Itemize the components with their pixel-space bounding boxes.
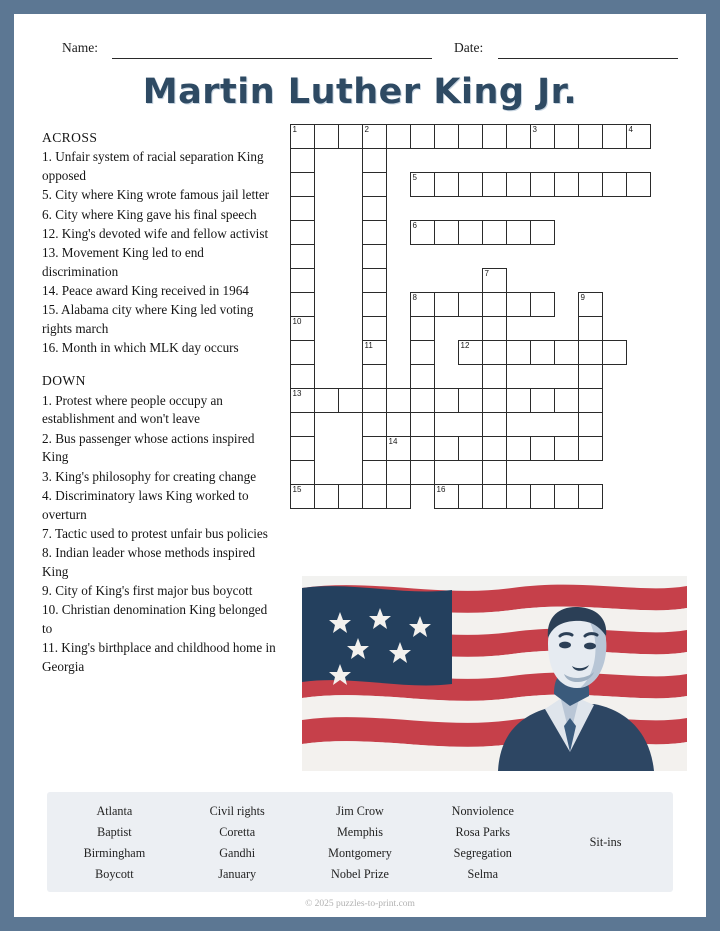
list-item: 4. Discriminatory laws King worked to overturn [42, 487, 249, 522]
name-date-row [48, 40, 678, 64]
crossword-cell[interactable] [362, 148, 387, 173]
crossword-cell[interactable] [482, 412, 507, 437]
crossword-cell[interactable] [386, 436, 411, 461]
crossword-cell[interactable] [362, 460, 387, 485]
word-bank-word: Rosa Parks [455, 825, 511, 839]
crossword-cell[interactable] [530, 484, 555, 509]
cell-number: 11 [364, 341, 373, 350]
word-bank [47, 792, 673, 892]
crossword-cell[interactable] [362, 316, 387, 341]
crossword-cell[interactable] [290, 220, 315, 245]
date-write-line[interactable] [498, 57, 678, 59]
list-item: 11. King's birthplace and childhood home in Georgia [42, 640, 276, 674]
crossword-cell[interactable] [482, 124, 507, 149]
crossword-cell[interactable] [482, 364, 507, 389]
crossword-cell[interactable] [578, 124, 603, 149]
crossword-cell[interactable] [362, 220, 387, 245]
crossword-cell[interactable] [290, 364, 315, 389]
crossword-cell[interactable] [410, 364, 435, 389]
word-bank-column [53, 801, 176, 883]
crossword-cell[interactable] [482, 460, 507, 485]
crossword-cell[interactable] [290, 340, 315, 365]
word-bank-column [299, 801, 422, 883]
crossword-cell[interactable] [434, 388, 459, 413]
crossword-cell[interactable] [578, 436, 603, 461]
cell-number: 9 [580, 293, 585, 302]
crossword-cell[interactable] [506, 124, 531, 149]
list-item: 7. Tactic used to protest unfair bus policies [42, 525, 268, 541]
crossword-cell[interactable] [434, 172, 459, 197]
crossword-cell[interactable] [482, 340, 507, 365]
word-bank-word: Birmingham [83, 846, 146, 860]
crossword-cell[interactable] [362, 412, 387, 437]
list-item: 1. Unfair system of racial separation King opposed [42, 149, 264, 184]
crossword-cell[interactable] [578, 340, 603, 365]
crossword-cell[interactable] [482, 388, 507, 413]
mlk-illustration [302, 576, 687, 771]
word-bank-column [421, 801, 544, 883]
crossword-cell[interactable] [554, 124, 579, 149]
worksheet-sheet [14, 14, 706, 917]
across-heading: ACROSS [42, 130, 98, 145]
crossword-cell[interactable] [554, 436, 579, 461]
crossword-cell[interactable] [506, 436, 531, 461]
crossword-cell[interactable] [434, 124, 459, 149]
cell-number: 8 [412, 293, 417, 302]
crossword-cell[interactable] [386, 124, 411, 149]
list-item: 16. Month in which MLK day occurs [42, 340, 239, 356]
word-bank-word: Sit-ins [589, 834, 622, 849]
crossword-cell[interactable] [482, 268, 507, 293]
crossword-cell[interactable] [314, 388, 339, 413]
word-bank-column [176, 801, 299, 883]
down-clue-list [42, 392, 280, 677]
crossword-cell[interactable] [410, 292, 435, 317]
crossword-cell[interactable] [458, 388, 483, 413]
crossword-cell[interactable] [506, 292, 531, 317]
word-bank-word: Coretta [219, 825, 256, 839]
crossword-cell[interactable] [410, 412, 435, 437]
down-heading: DOWN [42, 373, 86, 389]
crossword-cell[interactable] [338, 124, 363, 149]
crossword-cell[interactable] [458, 484, 483, 509]
crossword-cell[interactable] [530, 388, 555, 413]
crossword-cell[interactable] [554, 388, 579, 413]
crossword-cell[interactable] [290, 172, 315, 197]
crossword-cell[interactable] [602, 340, 627, 365]
crossword-cell[interactable] [314, 484, 339, 509]
crossword-cell[interactable] [482, 220, 507, 245]
crossword-cell[interactable] [578, 484, 603, 509]
crossword-cell[interactable] [362, 484, 387, 509]
crossword-cell[interactable] [458, 172, 483, 197]
cell-number: 10 [292, 317, 302, 326]
cell-number: 3 [532, 125, 537, 134]
clue-spacer [42, 358, 280, 371]
crossword-cell[interactable] [506, 388, 531, 413]
cell-number: 2 [364, 125, 369, 134]
crossword-cell[interactable] [362, 292, 387, 317]
crossword-cell[interactable] [458, 292, 483, 317]
list-item: 8. Indian leader whose methods inspired King [42, 545, 256, 579]
cell-number: 16 [436, 485, 446, 494]
crossword-cell[interactable] [578, 316, 603, 341]
crossword-cell[interactable] [386, 388, 411, 413]
crossword-cell[interactable] [386, 484, 411, 509]
crossword-cell[interactable] [482, 436, 507, 461]
crossword-cell[interactable] [290, 292, 315, 317]
crossword-cell[interactable] [290, 412, 315, 437]
word-bank-word: Jim Crow [336, 804, 384, 818]
word-bank-word: Montgomery [328, 846, 392, 860]
word-bank-word: Selma [467, 867, 499, 881]
crossword-cell[interactable] [578, 292, 603, 317]
name-label: Name: [62, 40, 98, 55]
crossword-cell[interactable] [530, 436, 555, 461]
list-item: 5. City where King wrote famous jail letter [42, 187, 270, 203]
crossword-cell[interactable] [362, 268, 387, 293]
cell-number: 4 [628, 125, 633, 134]
crossword-cell[interactable] [506, 172, 531, 197]
crossword-cell[interactable] [482, 316, 507, 341]
crossword-cell[interactable] [434, 436, 459, 461]
crossword-cell[interactable] [362, 340, 387, 365]
name-write-line[interactable] [112, 57, 432, 59]
word-bank-column [544, 801, 667, 883]
crossword-cell[interactable] [602, 172, 627, 197]
crossword-cell[interactable] [290, 268, 315, 293]
crossword-cell[interactable] [362, 172, 387, 197]
word-bank-word: Boycott [95, 867, 134, 881]
list-item: 3. King's philosophy for creating change [42, 468, 257, 484]
cell-number: 1 [292, 125, 297, 134]
crossword-cell[interactable] [602, 124, 627, 149]
word-bank-word: Baptist [97, 825, 132, 839]
crossword-cell[interactable] [290, 244, 315, 269]
word-bank-word: January [218, 867, 257, 881]
crossword-cell[interactable] [290, 124, 315, 149]
crossword-cell[interactable] [290, 436, 315, 461]
crossword-cell[interactable] [626, 172, 651, 197]
word-bank-word: Gandhi [219, 846, 256, 860]
list-item: 10. Christian denomination King belonged to [42, 602, 268, 636]
cell-number: 13 [292, 389, 302, 398]
crossword-cell[interactable] [434, 484, 459, 509]
crossword-cell[interactable] [554, 172, 579, 197]
date-label: Date: [454, 40, 484, 55]
page-title: Martin Luther King Jr. [142, 72, 578, 112]
clue-column [42, 128, 280, 677]
cell-number: 15 [292, 485, 302, 494]
crossword-cell[interactable] [290, 196, 315, 221]
crossword-cell[interactable] [482, 484, 507, 509]
crossword-cell[interactable] [290, 460, 315, 485]
list-item: 15. Alabama city where King led voting rights march [42, 302, 254, 336]
crossword-cell[interactable] [314, 124, 339, 149]
crossword-cell[interactable] [530, 340, 555, 365]
cell-number: 5 [412, 173, 417, 182]
cell-number: 7 [484, 269, 489, 278]
crossword-cell[interactable] [482, 172, 507, 197]
crossword-grid[interactable] [290, 124, 690, 559]
crossword-cell[interactable] [338, 388, 363, 413]
crossword-cell[interactable] [410, 340, 435, 365]
crossword-cell[interactable] [410, 172, 435, 197]
across-clue-list [42, 148, 280, 358]
crossword-cell[interactable] [506, 484, 531, 509]
crossword-cell[interactable] [290, 316, 315, 341]
crossword-cell[interactable] [362, 436, 387, 461]
crossword-cell[interactable] [458, 340, 483, 365]
crossword-cell[interactable] [578, 172, 603, 197]
crossword-cell[interactable] [530, 124, 555, 149]
crossword-cell[interactable] [578, 412, 603, 437]
crossword-cell[interactable] [506, 340, 531, 365]
word-bank-word: Civil rights [209, 804, 265, 818]
crossword-cell[interactable] [338, 484, 363, 509]
crossword-cell[interactable] [434, 292, 459, 317]
crossword-cell[interactable] [530, 220, 555, 245]
cell-number: 6 [412, 221, 417, 230]
crossword-cell[interactable] [530, 172, 555, 197]
crossword-cell[interactable] [362, 388, 387, 413]
crossword-cell[interactable] [410, 436, 435, 461]
crossword-cell[interactable] [410, 124, 435, 149]
crossword-cell[interactable] [578, 364, 603, 389]
crossword-cell[interactable] [290, 388, 315, 413]
crossword-cell[interactable] [578, 388, 603, 413]
list-item: 12. King's devoted wife and fellow activist [42, 225, 269, 241]
crossword-cell[interactable] [458, 436, 483, 461]
cell-number: 12 [460, 341, 470, 350]
word-bank-word: Nonviolence [451, 804, 514, 818]
crossword-cell[interactable] [362, 364, 387, 389]
list-item: 2. Bus passenger whose actions inspired King [42, 430, 255, 465]
crossword-cell[interactable] [290, 484, 315, 509]
crossword-cell[interactable] [410, 220, 435, 245]
crossword-cell[interactable] [410, 316, 435, 341]
crossword-cell[interactable] [434, 220, 459, 245]
crossword-cell[interactable] [530, 292, 555, 317]
list-item: 13. Movement King led to end discrimination [42, 244, 204, 279]
word-bank-word: Segregation [453, 846, 512, 860]
crossword-cell[interactable] [458, 124, 483, 149]
list-item: 1. Protest where people occupy an establishment and won't leave [42, 392, 223, 427]
crossword-cell[interactable] [458, 220, 483, 245]
word-bank-word: Memphis [336, 825, 384, 839]
crossword-cell[interactable] [482, 292, 507, 317]
crossword-cell[interactable] [362, 244, 387, 269]
crossword-cell[interactable] [410, 460, 435, 485]
word-bank-word: Nobel Prize [331, 867, 389, 881]
list-item: 9. City of King's first major bus boycott [42, 583, 253, 599]
crossword-cell[interactable] [290, 148, 315, 173]
crossword-cell[interactable] [626, 124, 651, 149]
footer-credit: © 2025 puzzles-to-print.com [305, 899, 415, 909]
list-item: 14. Peace award King received in 1964 [42, 282, 249, 298]
cell-number: 14 [388, 437, 398, 446]
crossword-cell[interactable] [506, 220, 531, 245]
crossword-cell[interactable] [410, 388, 435, 413]
crossword-cell[interactable] [554, 484, 579, 509]
crossword-cell[interactable] [362, 196, 387, 221]
crossword-cell[interactable] [362, 124, 387, 149]
list-item: 6. City where King gave his final speech [42, 206, 257, 222]
word-bank-word: Atlanta [96, 804, 133, 818]
crossword-cell[interactable] [554, 340, 579, 365]
